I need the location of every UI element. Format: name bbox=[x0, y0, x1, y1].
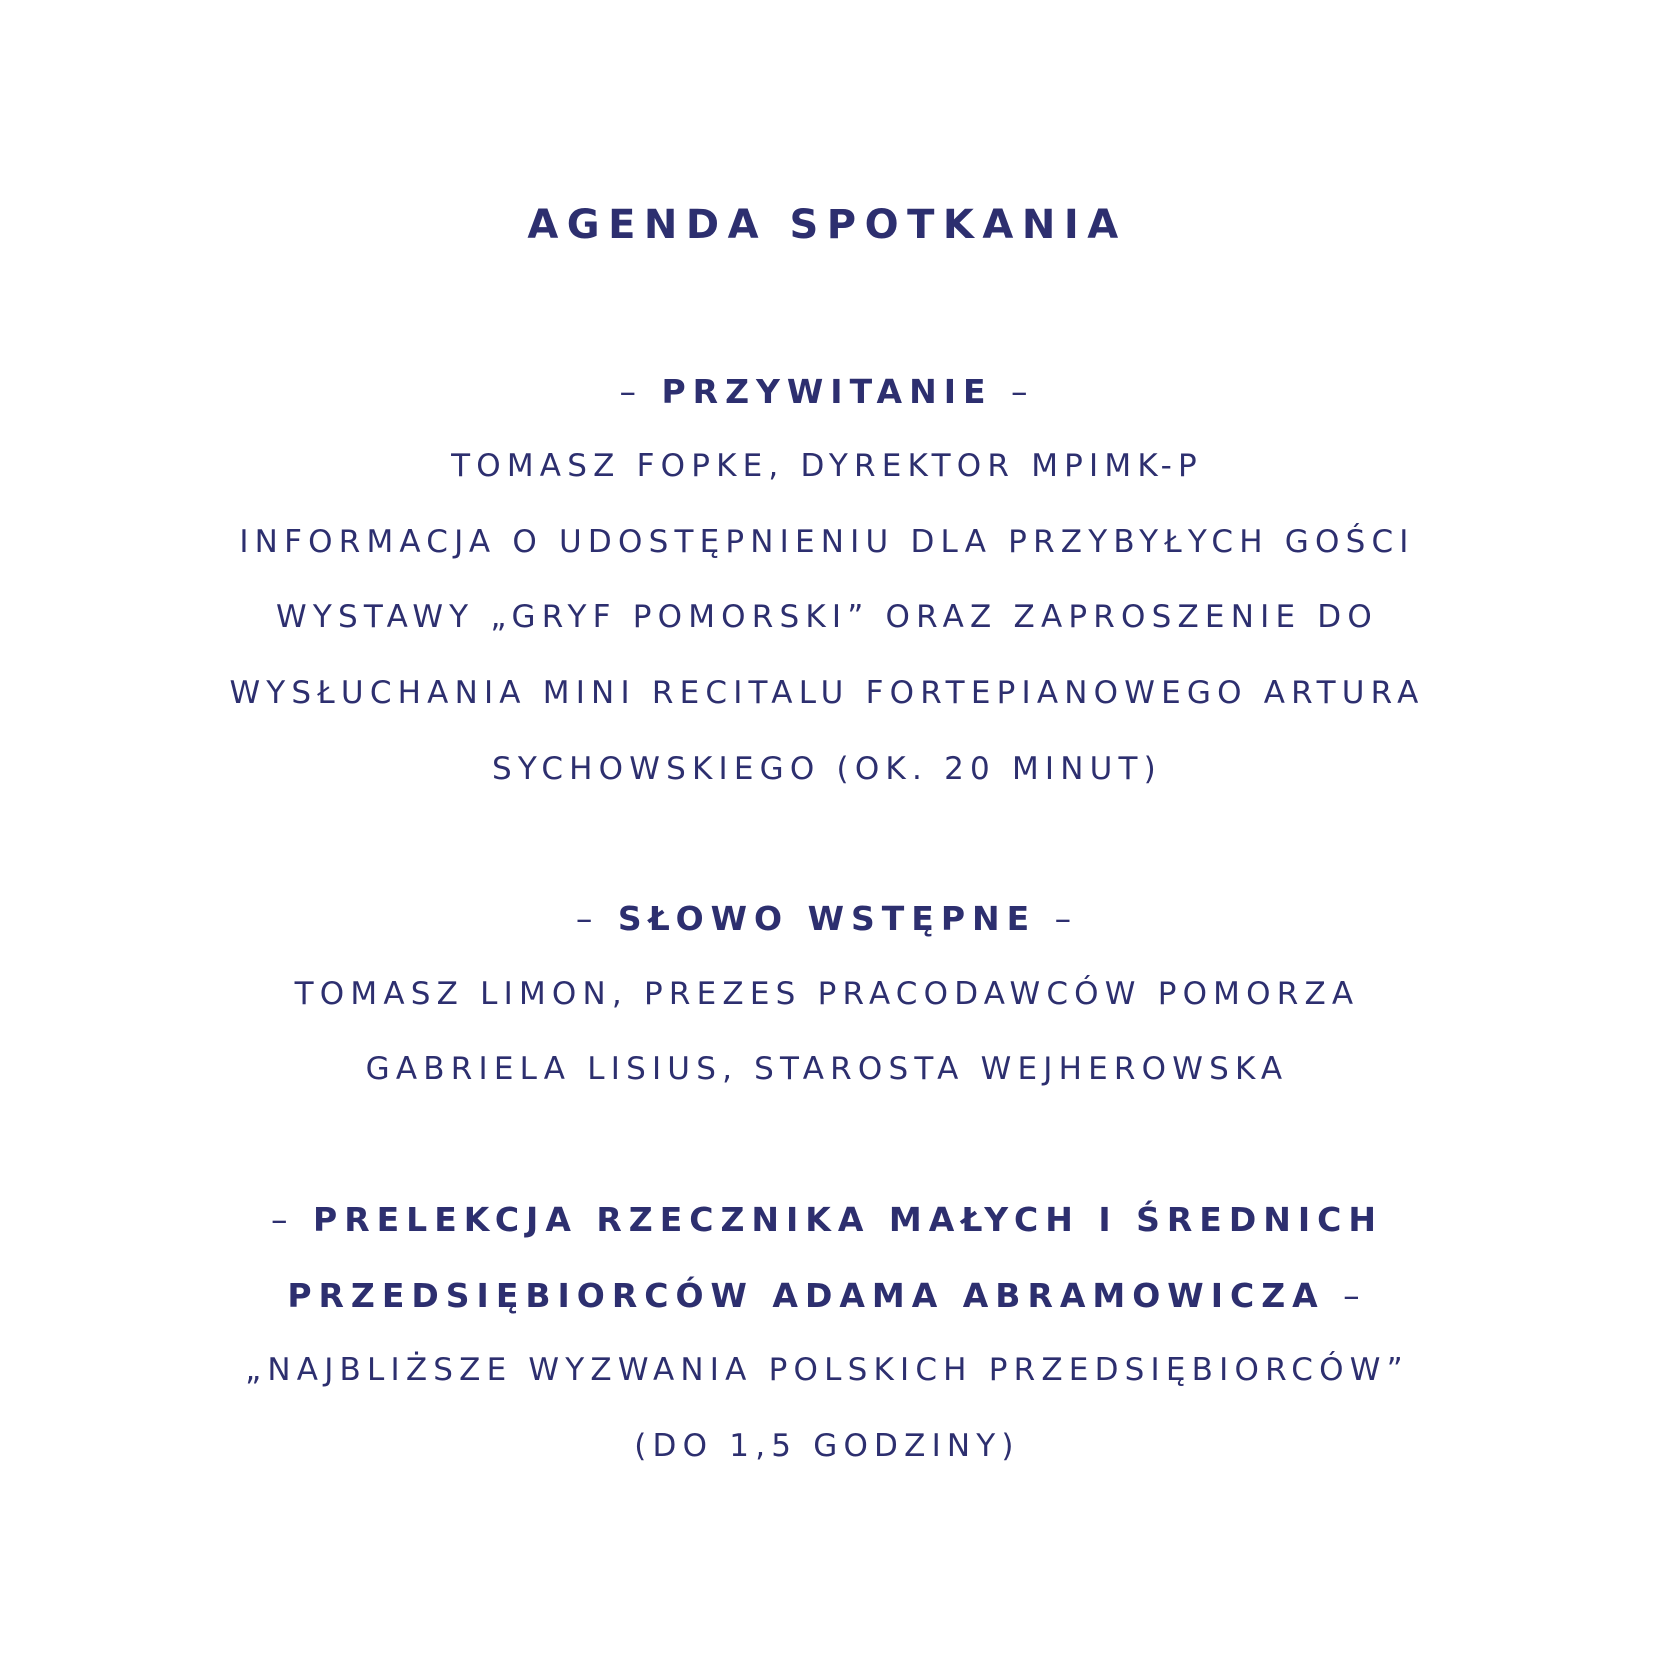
agenda-line: GABRIELA LISIUS, STAROSTA WEJHEROWSKA bbox=[365, 1051, 1289, 1087]
heading-text: SŁOWO WSTĘPNE bbox=[617, 899, 1037, 938]
heading-dash-left: – bbox=[619, 372, 643, 411]
agenda-line: (DO 1,5 GODZINY) bbox=[634, 1428, 1020, 1464]
section-heading-przywitanie bbox=[0, 372, 1654, 411]
section-heading-prelekcja-line-2 bbox=[0, 1276, 1654, 1315]
heading-dash-right: – bbox=[1054, 899, 1079, 938]
agenda-line: WYSŁUCHANIA MINI RECITALU FORTEPIANOWEGO ARTURA bbox=[229, 675, 1425, 711]
agenda-line: INFORMACJA O UDOSTĘPNIENIU DLA PRZYBYŁYCH GOŚCI bbox=[239, 524, 1415, 560]
agenda-line: TOMASZ FOPKE, DYREKTOR MPIMK-P bbox=[451, 448, 1203, 484]
agenda-line: „NAJBLIŻSZE WYZWANIA POLSKICH PRZEDSIĘBIORCÓW” bbox=[245, 1352, 1409, 1388]
heading-dash-left: – bbox=[271, 1200, 295, 1239]
page-title: AGENDA SPOTKANIA bbox=[527, 202, 1127, 248]
agenda-line: TOMASZ LIMON, PREZES PRACODAWCÓW POMORZA bbox=[294, 976, 1360, 1012]
section-heading-prelekcja-line-1 bbox=[0, 1200, 1654, 1239]
agenda-line: WYSTAWY „GRYF POMORSKI” ORAZ ZAPROSZENIE DO bbox=[276, 599, 1378, 635]
heading-text: PRZYWITANIE bbox=[661, 372, 993, 411]
heading-text: PRELEKCJA RZECZNIKA MAŁYCH I ŚREDNICH bbox=[313, 1200, 1383, 1239]
heading-text: PRZEDSIĘBIORCÓW ADAMA ABRAMOWICZA bbox=[287, 1276, 1325, 1315]
section-heading-slowo-wstepne bbox=[0, 899, 1654, 938]
heading-dash-right: – bbox=[1011, 372, 1035, 411]
heading-dash-left: – bbox=[575, 899, 600, 938]
agenda-line: SYCHOWSKIEGO (OK. 20 MINUT) bbox=[492, 751, 1162, 787]
heading-dash-right: – bbox=[1343, 1276, 1367, 1315]
